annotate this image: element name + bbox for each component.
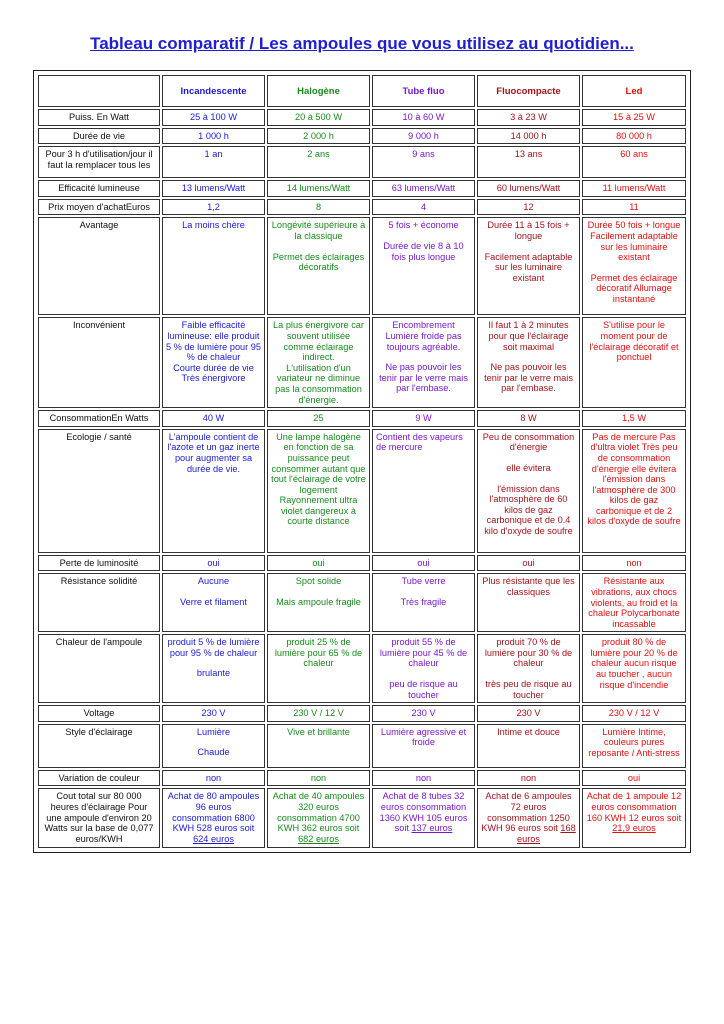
header-halogene: Halogène — [267, 75, 370, 107]
cell-text: Contient des vapeurs de mercure — [376, 431, 463, 453]
row-resistance — [38, 573, 686, 632]
row-label: Ecologie / santé — [38, 429, 160, 553]
cell-incandescente: 230 V — [162, 705, 265, 722]
cell-halogene: oui — [267, 555, 370, 572]
cell-incandescente: 1,2 — [162, 199, 265, 216]
cell-incandescente — [162, 724, 265, 768]
cell-incandescente: 1 000 h — [162, 128, 265, 145]
cell-text: Vive et brillante — [287, 726, 350, 737]
cell-tube-fluo — [372, 724, 475, 768]
cell-halogene: 14 lumens/Watt — [267, 180, 370, 197]
cell-incandescente: 1 an — [162, 146, 265, 178]
cell-text: Durée 11 à 15 fois + longue — [487, 220, 570, 241]
row-consommation — [38, 410, 686, 427]
cell-fluocompacte: non — [477, 770, 580, 787]
cell-text: Durée 50 fois + longue Facilement adaptable sur les luminaire existant — [587, 220, 681, 263]
cell-tube-fluo — [372, 429, 475, 553]
cell-text: La moins chère — [182, 220, 245, 231]
row-avantage — [38, 217, 686, 315]
cell-text: Intime et douce — [497, 726, 560, 737]
cell-led — [582, 788, 686, 848]
cell-incandescente: 13 lumens/Watt — [162, 180, 265, 197]
row-label: Prix moyen d'achatEuros — [38, 199, 160, 216]
cell-led — [582, 317, 686, 408]
cell-incandescente: 25 à 100 W — [162, 109, 265, 126]
header-fluocompacte: Fluocompacte — [477, 75, 580, 107]
comparison-table-frame — [33, 70, 691, 853]
cell-tube-fluo: 63 lumens/Watt — [372, 180, 475, 197]
cell-halogene: 25 — [267, 410, 370, 427]
cell-led: 11 — [582, 199, 686, 216]
cell-tube-fluo — [372, 634, 475, 703]
cell-incandescente — [162, 634, 265, 703]
cell-halogene: 2 000 h — [267, 128, 370, 145]
cell-incandescente — [162, 429, 265, 553]
cell-led: 230 V / 12 V — [582, 705, 686, 722]
cell-text: Permet des éclairages décoratifs — [272, 251, 365, 273]
cell-tube-fluo — [372, 788, 475, 848]
row-label: Style d'éclairage — [38, 724, 160, 768]
row-label: Voltage — [38, 705, 160, 722]
header-led: Led — [582, 75, 686, 107]
cell-text: Résistante aux vibrations, aux chocs violents, au froid et la chaleur Polycarbonate incassable — [588, 576, 680, 629]
cell-text: Achat de 40 ampoules 320 euros consommation 4700 KWH 362 euros soit — [272, 791, 365, 834]
cell-text: brulante — [196, 668, 231, 679]
row-prix — [38, 199, 686, 216]
cell-halogene — [267, 317, 370, 408]
cell-text: elle évitera — [506, 462, 551, 473]
cell-text: Une lampe halogène en fonction de sa puissance peut consommer autant que tout l'éclairage de votre logement Rayonnement ultra violet dangereux à courte distance — [271, 431, 366, 527]
row-label: Perte de luminosité — [38, 555, 160, 572]
cell-fluocompacte — [477, 788, 580, 848]
cell-text: très peu de risque au toucher — [485, 679, 572, 700]
cell-incandescente: oui — [162, 555, 265, 572]
header-empty — [38, 75, 160, 107]
cell-incandescente — [162, 317, 265, 408]
cell-text: Spot solide — [295, 576, 342, 587]
row-label: Avantage — [38, 217, 160, 315]
cell-text: Durée de vie 8 à 10 fois plus longue — [383, 240, 464, 262]
header-row — [38, 75, 686, 107]
cell-led — [582, 634, 686, 703]
cell-fluocompacte: 14 000 h — [477, 128, 580, 145]
cell-text: Très fragile — [400, 596, 447, 607]
cell-tube-fluo — [372, 317, 475, 408]
cell-led: 80 000 h — [582, 128, 686, 145]
cell-fluocompacte — [477, 429, 580, 553]
cell-incandescente: non — [162, 770, 265, 787]
row-voltage — [38, 705, 686, 722]
cell-text: Chaude — [197, 747, 230, 758]
cell-text: produit 25 % de lumière pour 65 % de chaleur — [274, 637, 363, 669]
cell-text: Achat de 8 tubes 32 euros consommation 1360 KWH 105 euros soit — [379, 791, 468, 834]
row-label: ConsommationEn Watts — [38, 410, 160, 427]
cell-led — [582, 724, 686, 768]
cell-text: Longévité supérieure à la classique — [271, 220, 366, 241]
cell-fluocompacte — [477, 573, 580, 632]
cell-tube-fluo: 9 W — [372, 410, 475, 427]
cell-tube-fluo: non — [372, 770, 475, 787]
row-label: Résistance solidité — [38, 573, 160, 632]
cell-text: Peu de consommation d'énergie — [482, 431, 575, 453]
row-ecologie — [38, 429, 686, 553]
row-remplacement — [38, 146, 686, 178]
cell-text: Lumière agressive et froide — [380, 726, 467, 748]
cell-text: Facilement adaptable sur les luminaire existant — [484, 251, 573, 283]
cell-fluocompacte — [477, 634, 580, 703]
row-style-eclairage — [38, 724, 686, 768]
cell-tube-fluo: 9 000 h — [372, 128, 475, 145]
cell-led — [582, 573, 686, 632]
cell-halogene — [267, 217, 370, 315]
row-label: Puiss. En Watt — [38, 109, 160, 126]
cell-fluocompacte: 230 V — [477, 705, 580, 722]
cell-text: La plus énergivore car souvent utilisée comme éclairage indirect. L'utilisation d'un variateur ne diminue pas la consommation d'énergie. — [273, 320, 364, 405]
cell-text: Verre et filament — [180, 596, 247, 607]
cell-text: Faible efficacité lumineuse: elle produit 5 % de lumière pour 95 % de chaleur Courte durée de vie Très énergivore — [166, 320, 261, 384]
cell-fluocompacte: oui — [477, 555, 580, 572]
cell-text: Lumière Intime, couleurs pures reposante / Anti-stress — [588, 726, 680, 759]
comparison-table — [36, 73, 688, 850]
cost-total: 168 euros — [517, 823, 576, 844]
cell-text: produit 70 % de lumière pour 30 % de chaleur — [484, 637, 573, 669]
cell-text: Achat de 80 ampoules 96 euros consommation 6800 KWH 528 euros soit — [167, 791, 260, 834]
row-inconvenient — [38, 317, 686, 408]
cell-led — [582, 217, 686, 315]
cell-text: Plus résistante que les classiques — [482, 576, 575, 597]
row-duree-de-vie — [38, 128, 686, 145]
row-chaleur — [38, 634, 686, 703]
row-perte-luminosite — [38, 555, 686, 572]
row-cout-total — [38, 788, 686, 848]
cell-text: Permet des éclairage décoratif Allumage instantané — [590, 272, 678, 304]
cell-text: L'ampoule contient de l'azote et un gaz inerte pour augmenter sa durée de vie. — [167, 431, 260, 474]
cell-halogene — [267, 788, 370, 848]
cell-tube-fluo — [372, 217, 475, 315]
cell-led: non — [582, 555, 686, 572]
row-label: Pour 3 h d'utilisation/jour il faut la remplacer tous les — [38, 146, 160, 178]
cell-tube-fluo: 9 ans — [372, 146, 475, 178]
cell-tube-fluo: 4 — [372, 199, 475, 216]
cell-text: peu de risque au toucher — [389, 679, 458, 700]
cell-incandescente — [162, 788, 265, 848]
row-label: Chaleur de l'ampoule — [38, 634, 160, 703]
cell-halogene — [267, 429, 370, 553]
header-incandescente: Incandescente — [162, 75, 265, 107]
cell-fluocompacte — [477, 317, 580, 408]
cell-tube-fluo: 10 à 60 W — [372, 109, 475, 126]
cell-fluocompacte: 13 ans — [477, 146, 580, 178]
cell-led — [582, 429, 686, 553]
cell-text: Ne pas pouvoir les tenir par le verre mais par l'embase. — [484, 362, 573, 394]
cell-text: produit 80 % de lumière pour 20 % de chaleur aucun risque au toucher , aucun risque d'incendie — [590, 637, 678, 690]
cell-incandescente — [162, 573, 265, 632]
cell-fluocompacte — [477, 217, 580, 315]
row-variation-couleur — [38, 770, 686, 787]
cell-led: 60 ans — [582, 146, 686, 178]
cell-tube-fluo: 230 V — [372, 705, 475, 722]
cost-total: 682 euros — [298, 833, 339, 844]
cell-text: Mais ampoule fragile — [276, 596, 361, 607]
row-label: Cout total sur 80 000 heures d'éclairage Pour une ampoule d'environ 20 Watts sur la base de 0,077 euros/KWH — [38, 788, 160, 848]
cell-fluocompacte: 8 W — [477, 410, 580, 427]
cell-text: Encombrement Lumière froide pas toujours agréable. — [385, 320, 462, 352]
cell-text: Lumière — [196, 726, 231, 737]
cost-total: 21,9 euros — [612, 823, 656, 834]
cell-text: l'émission dans l'atmosphère de 60 kilos de gaz carbonique et de 0.4 kilo d'oxyde de soufre — [484, 483, 573, 536]
row-label: Efficacité lumineuse — [38, 180, 160, 197]
cell-text: Achat de 1 ampoule 12 euros consommation 160 KWH 12 euros soit — [586, 791, 682, 823]
cell-text: Tube verre — [401, 576, 446, 587]
row-label: Variation de couleur — [38, 770, 160, 787]
cell-text: produit 55 % de lumière pour 45 % de chaleur — [379, 637, 468, 669]
cell-led: oui — [582, 770, 686, 787]
page-title: Tableau comparatif / Les ampoules que vous utilisez au quotidien... — [90, 34, 634, 53]
cell-led: 11 lumens/Watt — [582, 180, 686, 197]
cell-tube-fluo — [372, 573, 475, 632]
cell-fluocompacte — [477, 724, 580, 768]
cell-halogene: 2 ans — [267, 146, 370, 178]
cell-incandescente — [162, 217, 265, 315]
cell-led: 15 à 25 W — [582, 109, 686, 126]
cell-halogene: 20 à 500 W — [267, 109, 370, 126]
cell-text: Achat de 6 ampoules 72 euros consommation 1250 KWH 96 euros soit — [481, 791, 572, 834]
cell-fluocompacte: 12 — [477, 199, 580, 216]
cell-text: Ne pas pouvoir les tenir par le verre mais par l'embase. — [379, 362, 468, 394]
row-label: Inconvénient — [38, 317, 160, 408]
cell-text: S'utilise pour le moment pour de l'éclairage décoratif et ponctuel — [589, 320, 679, 363]
cost-total: 137 euros — [411, 823, 453, 834]
cell-tube-fluo: oui — [372, 555, 475, 572]
cell-halogene: 8 — [267, 199, 370, 216]
cell-halogene — [267, 634, 370, 703]
cell-halogene — [267, 724, 370, 768]
cell-halogene — [267, 573, 370, 632]
cell-incandescente: 40 W — [162, 410, 265, 427]
cell-text: 5 fois + économe — [388, 220, 459, 231]
row-label: Durée de vie — [38, 128, 160, 145]
row-puissance — [38, 109, 686, 126]
header-tube-fluo: Tube fluo — [372, 75, 475, 107]
cell-fluocompacte: 60 lumens/Watt — [477, 180, 580, 197]
cell-led: 1,5 W — [582, 410, 686, 427]
cell-halogene: 230 V / 12 V — [267, 705, 370, 722]
cell-text: produit 5 % de lumière pour 95 % de chaleur — [167, 637, 260, 658]
cell-halogene: non — [267, 770, 370, 787]
cost-total: 624 euros — [193, 833, 234, 844]
cell-fluocompacte: 3 à 23 W — [477, 109, 580, 126]
row-efficacite — [38, 180, 686, 197]
cell-text: Il faut 1 à 2 minutes pour que l'éclairage soit maximal — [488, 320, 569, 352]
cell-text: Pas de mercure Pas d'ultra violet Très peu de consommation d'énergie elle évitera l'émission dans l'atmosphère de 300 kilos de gaz carbonique et de 2 kilos d'oxyde de soufre — [587, 431, 681, 527]
cell-text: Aucune — [197, 576, 230, 587]
